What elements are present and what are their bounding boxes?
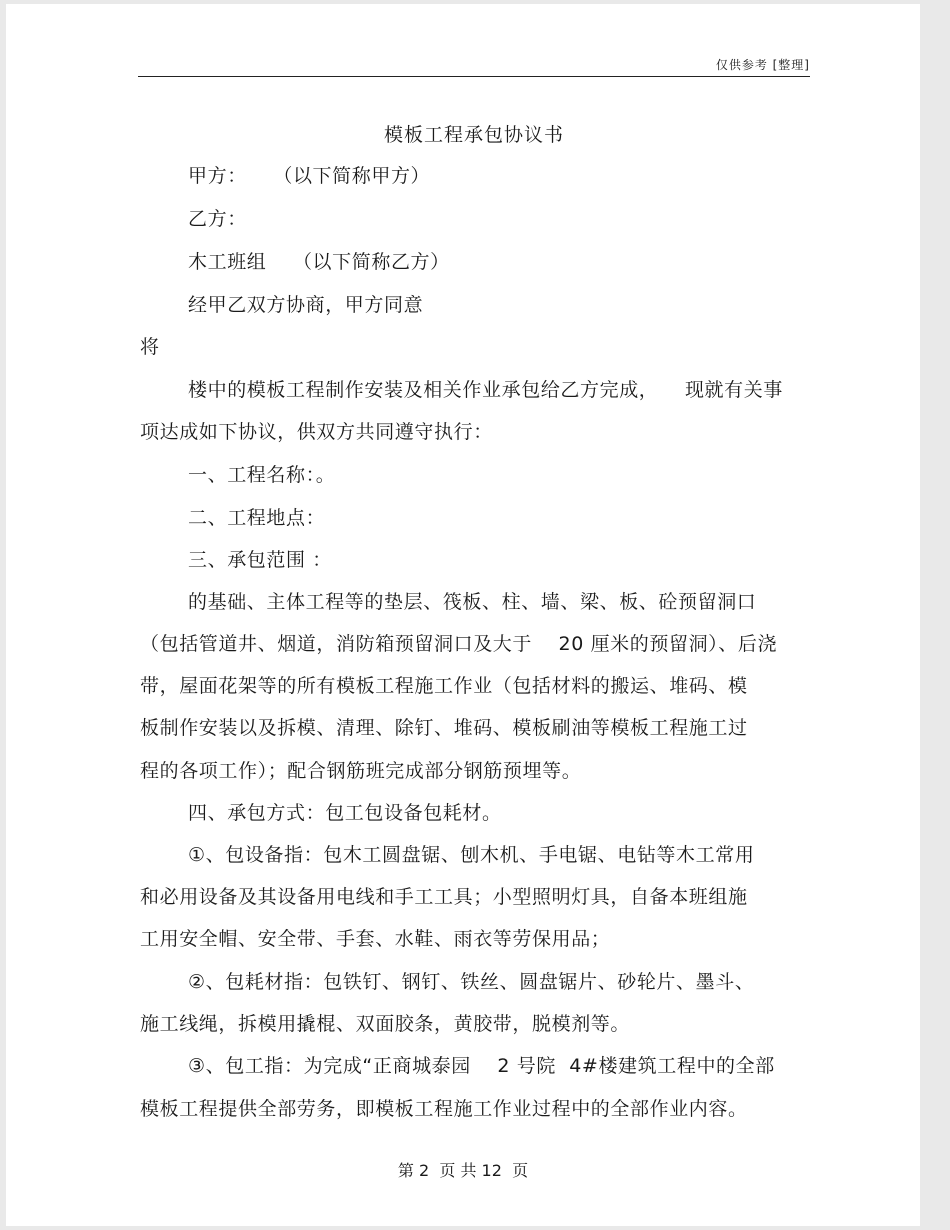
paragraph-line: ③、包工指：为完成“正商城泰园 2 号院 4#楼建筑工程中的全部	[188, 1055, 775, 1077]
paragraph-line: 模板工程提供全部劳务，即模板工程施工作业过程中的全部作业内容。	[140, 1098, 748, 1120]
page-number: 第 2 页 共 12 页	[397, 1161, 529, 1180]
paragraph-line: 施工线绳，拆模用撬棍、双面胶条，黄胶带，脱模剂等。	[140, 1013, 631, 1035]
document-page	[6, 4, 920, 1226]
paragraph-line: 经甲乙双方协商，甲方同意	[188, 294, 424, 316]
paragraph-line: 的基础、主体工程等的垫层、筏板、柱、墙、梁、板、砼预留洞口	[188, 591, 757, 613]
paragraph-line: 板制作安装以及拆模、清理、除钉、堆码、模板刷油等模板工程施工过	[140, 717, 748, 739]
paragraph-line: ②、包耗材指：包铁钉、钢钉、铁丝、圆盘锯片、砂轮片、墨斗、	[188, 971, 755, 993]
section-heading: 四、承包方式：包工包设备包耗材。	[188, 802, 502, 824]
party-a-line: 甲方： （以下简称甲方）	[188, 165, 431, 187]
header-note: 仅供参考 [整理]	[715, 58, 810, 72]
section-heading: 三、承包范围 ：	[188, 549, 332, 571]
paragraph-line: 项达成如下协议，供双方共同遵守执行：	[140, 421, 493, 443]
party-b-name-line: 木工班组 （以下简称乙方）	[188, 251, 450, 273]
section-heading: 一、工程名称：。	[188, 464, 336, 486]
paragraph-line: 带，屋面花架等的所有模板工程施工作业（包括材料的搬运、堆码、模	[140, 675, 748, 697]
paragraph-line: ①、包设备指：包木工圆盘锯、刨木机、手电锯、电钻等木工常用	[188, 844, 755, 866]
paragraph-line: 工用安全帽、安全带、手套、水鞋、雨衣等劳保用品；	[140, 928, 611, 950]
paragraph-line: 程的各项工作）；配合钢筋班完成部分钢筋预埋等。	[140, 760, 582, 782]
document-title: 模板工程承包协议书	[383, 124, 564, 146]
header-rule	[138, 76, 810, 77]
paragraph-line: （包括管道井、烟道，消防箱预留洞口及大于 20 厘米的预留洞）、后浇	[140, 633, 778, 655]
party-b-line: 乙方：	[188, 208, 247, 230]
section-heading: 二、工程地点：	[188, 507, 326, 529]
paragraph-line: 将	[140, 336, 160, 358]
paragraph-line: 楼中的模板工程制作安装及相关作业承包给乙方完成， 现就有关事	[188, 379, 783, 401]
paragraph-line: 和必用设备及其设备用电线和手工工具；小型照明灯具，自备本班组施	[140, 886, 748, 908]
